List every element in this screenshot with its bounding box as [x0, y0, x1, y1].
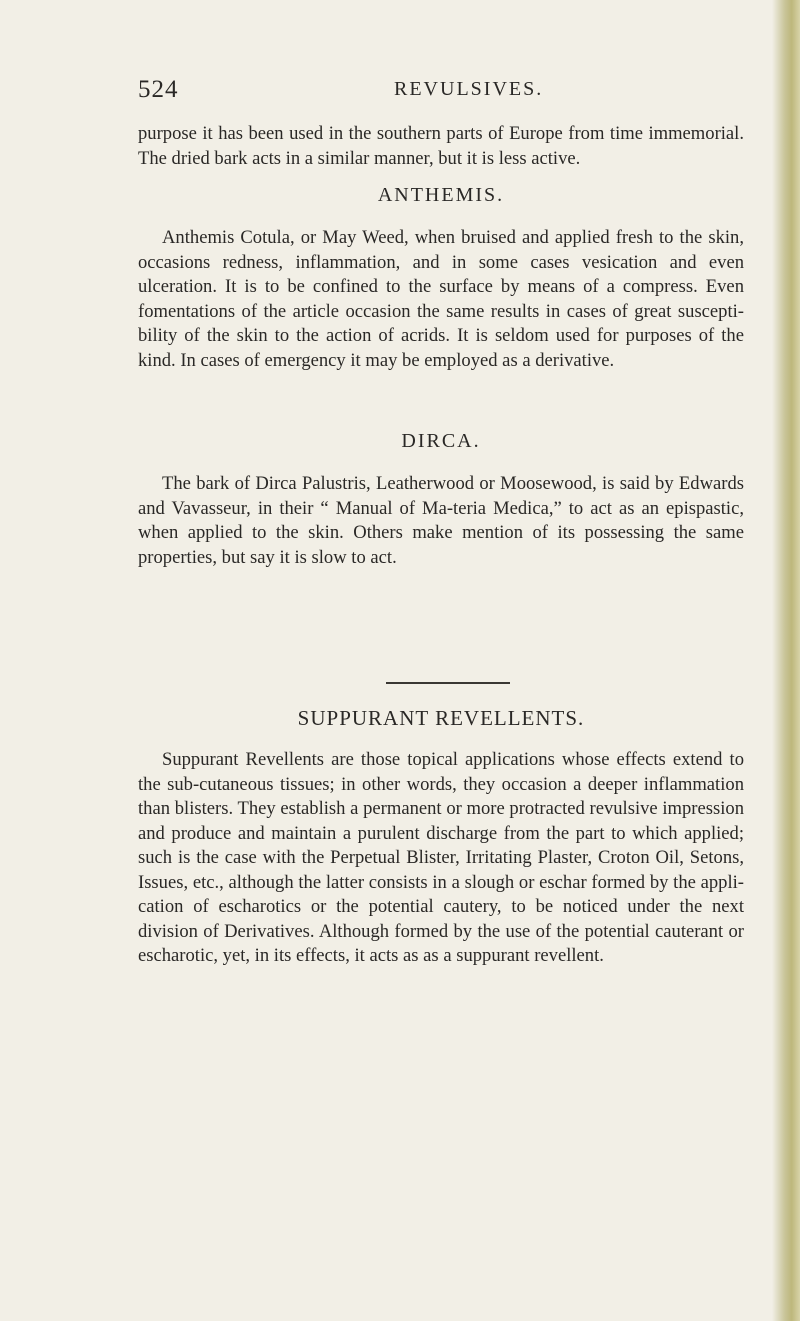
page-edge-shadow [772, 0, 800, 1321]
page-header [138, 76, 746, 108]
paragraph-dirca: The bark of Dirca Palustris, Leatherwood or Moosewood, is said by Edwards and Vavasseur, in their “ Manual of Ma-teria Medica,” to act as an epispastic, when applied to the skin. Others make mention of its possessing the same properties, but say it is slow to act. [138, 473, 744, 568]
section-heading-suppurant-revellents: SUPPURANT REVELLENTS. [297, 706, 585, 730]
paragraph-continuation: purpose it has been used in the southern parts of Europe from time immemorial. The dried bark acts in a similar manner, but it is less active. [138, 123, 744, 169]
paragraph-anthemis: Anthemis Cotula, or May Weed, when bruised and applied fresh to the skin, occasions redness, inflammation, and in some cases vesication and even ulceration. It is to be confined to the surface by means of a compress. Even fomentations of the article occasion the same results in cases of great suscepti-bility of the skin to the action of acrids. It is seldom used for purposes of the kind. In cases of emergency it may be employed as a derivative. [138, 227, 744, 371]
paragraph-suppurant-revellents: Suppurant Revellents are those topical applications whose effects extend to the sub-cutaneous tissues; in other words, they occasion a deeper inflammation than blisters. They establish a permanent or more protracted revulsive impression and produce and maintain a purulent discharge from the part to which applied; such is the case with the Perpetual Blister, Irritating Plaster, Croton Oil, Setons, Issues, etc., although the latter consists in a slough or eschar formed by the appli-cation of escharotics or the potential cautery, to be noticed under the next division of Derivatives. Although formed by the use of the potential cauterant or escharotic, yet, in its effects, it acts as as a suppurant revellent. [138, 749, 744, 966]
section-heading-anthemis: ANTHEMIS. [377, 184, 505, 206]
running-head: REVULSIVES. [394, 78, 544, 100]
section-divider [386, 682, 510, 684]
section-heading-dirca: DIRCA. [401, 430, 481, 452]
page-number: 524 [138, 76, 179, 103]
